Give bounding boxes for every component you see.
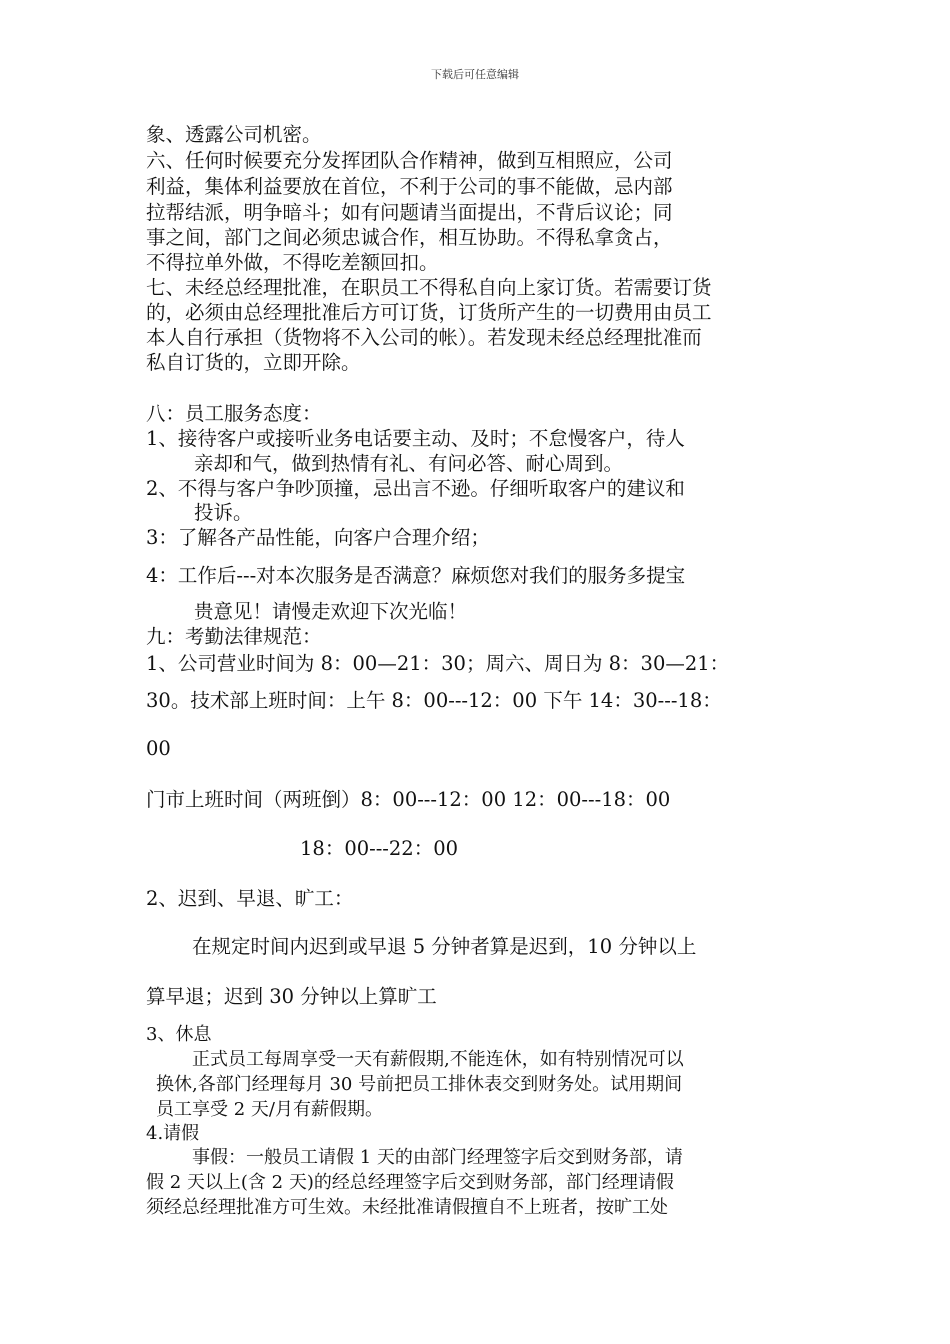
attendance-hours-line-1: 1、公司营业时间为 8：00—21：30；周六、周日为 8：30—21： xyxy=(146,652,730,675)
attendance-hours-line-3: 00 xyxy=(146,737,171,760)
section-six-line-4: 事之间，部门之间必须忠诚合作，相互协助。不得私拿贪占， xyxy=(146,226,673,249)
page-header-note: 下载后可任意编辑 xyxy=(431,68,519,81)
leave-line-1: 事假：一般员工请假 1 天的由部门经理签字后交到财务部，请 xyxy=(192,1147,683,1168)
rest-line-3: 员工享受 2 天/月有薪假期。 xyxy=(156,1099,383,1120)
service-item-1-cont: 亲却和气，做到热情有礼、有问必答、耐心周到。 xyxy=(194,452,624,475)
section-six-line-1: 六、任何时候要充分发挥团队合作精神，做到互相照应，公司 xyxy=(146,149,673,172)
section-eight-heading: 八：员工服务态度： xyxy=(146,402,322,425)
leave-heading: 4.请假 xyxy=(146,1123,200,1144)
section-six-line-5: 不得拉单外做，不得吃差额回扣。 xyxy=(146,251,439,274)
late-early-line-1: 在规定时间内迟到或早退 5 分钟者算是迟到，10 分钟以上 xyxy=(192,935,697,958)
service-item-1: 1、接待客户或接听业务电话要主动、及时；不怠慢客户，待人 xyxy=(146,427,685,450)
late-early-heading: 2、迟到、早退、旷工： xyxy=(146,887,354,910)
service-item-3: 3：了解各产品性能，向客户合理介绍； xyxy=(146,526,490,549)
rest-line-1: 正式员工每周享受一天有薪假期,不能连休，如有特别情况可以 xyxy=(192,1049,684,1070)
section-six-line-2: 利益，集体利益要放在首位，不利于公司的事不能做，忌内部 xyxy=(146,175,673,198)
rest-heading: 3、休息 xyxy=(146,1024,212,1045)
attendance-hours-line-2: 30。技术部上班时间：上午 8：00---12：00 下午 14：30---18： xyxy=(146,689,722,712)
service-item-2: 2、不得与客户争吵顶撞，忌出言不逊。仔细听取客户的建议和 xyxy=(146,477,685,500)
leave-line-2: 假 2 天以上(含 2 天)的经总经理签字后交到财务部，部门经理请假 xyxy=(146,1172,674,1193)
service-item-4-cont: 贵意见！请慢走欢迎下次光临！ xyxy=(194,600,468,623)
section-nine-heading: 九：考勤法律规范： xyxy=(146,625,322,648)
section-seven-line-2: 的，必须由总经理批准后方可订货，订货所产生的一切费用由员工 xyxy=(146,301,712,324)
section-seven-line-1: 七、未经总经理批准，在职员工不得私自向上家订货。若需要订货 xyxy=(146,276,712,299)
store-hours-line: 门市上班时间（两班倒）8：00---12：00 12：00---18：00 xyxy=(146,788,671,811)
service-item-4: 4：工作后---对本次服务是否满意？麻烦您对我们的服务多提宝 xyxy=(146,564,686,587)
section-seven-line-3: 本人自行承担（货物将不入公司的帐）。若发现未经总经理批准而 xyxy=(146,326,702,349)
rest-line-2: 换休,各部门经理每月 30 号前把员工排休表交到财务处。试用期间 xyxy=(156,1074,683,1095)
section-seven-line-4: 私自订货的，立即开除。 xyxy=(146,351,361,374)
store-hours-evening: 18：00---22：00 xyxy=(300,837,459,860)
text-line: 象、透露公司机密。 xyxy=(146,123,322,146)
late-early-line-2: 算早退；迟到 30 分钟以上算旷工 xyxy=(146,985,437,1008)
service-item-2-cont: 投诉。 xyxy=(194,501,253,524)
section-six-line-3: 拉帮结派，明争暗斗；如有问题请当面提出，不背后议论；同 xyxy=(146,201,673,224)
leave-line-3: 须经总经理批准方可生效。未经批准请假擅自不上班者，按旷工处 xyxy=(146,1197,668,1218)
